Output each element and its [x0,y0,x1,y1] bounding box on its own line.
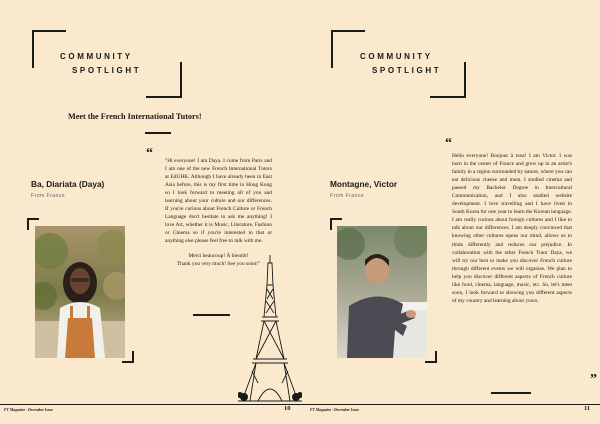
tutor-story-english-line: Thank you very much! See you soon!" [176,260,261,267]
right-page [300,0,600,424]
tutor-story [165,157,272,268]
footer-label: FT Magazine · December Issue [4,408,54,412]
intro-divider [145,132,171,134]
title-frame-top-left [331,30,365,68]
tutor-photo [35,226,125,358]
tutor-origin: From France [31,193,66,199]
tutor-origin: From France [330,193,365,199]
tutor-name: Montagne, Victor [330,179,398,189]
close-quote-icon: ” [590,372,597,387]
tutor-name: Ba, Diariata (Daya) [31,179,105,189]
footer-rule [300,404,600,405]
footer-label: FT Magazine · December Issue [310,408,360,412]
section-title-line1: COMMUNITY [360,52,433,61]
tutor-photo [337,226,427,358]
open-quote-icon: “ [146,146,153,161]
tutor-portrait-image [337,226,427,358]
tutor-story-french-line: Merci beaucoup! À bientôt! [188,252,249,259]
page-number: 11 [584,405,591,412]
title-frame-bottom-right [146,62,182,98]
intro-heading: Meet the French International Tutors! [68,112,202,121]
section-title-line1: COMMUNITY [60,52,133,61]
tutor-story-paragraph: "Hi everyone! I am Daya. I come from Paris and I am one of the new French International Tutors at EdUHK. Although I have already been in East Asia before, this is my first time in Hong Kong so I look forward to meeting all of you and learning about your culture and our differences. If you're curious about French Culture or French Language don't hesitate to ask me anything! I love Art, whether it is Music, Literature, Fashion or Cinema so if you're interested in that or anything else please feel free to talk with me. [165,158,272,245]
section-title-line2: SPOTLIGHT [72,66,142,75]
tutor-story-paragraph: Hello everyone! Bonjour à tous! I am Victor. I was born in the center of France and grew up in an artist's family in a region surrounded by nature, where you can eat delicious cheese and meat. I studied cinema and passed my Bachelor Degree in Intercultural Communication, and I also studied website development. I love travelling and I have lived in South Korea for one year to learn the Korean language. I am really curious about foreign cultures and I like to talk about our differences. I am deeply convinced that knowing other cultures opens our mind, allows us to think differently and reduces our prejudice. In collaboration with the other French Tutor Daya, we will try our best to make you discover French culture through different events we will organise. We plan to help you discover different aspects of French culture like food, cinema, language, music, etc. So, let's meet soon, I look forward to showing you different aspects of my country and learning about yours. [452,153,572,304]
open-quote-icon: “ [445,136,452,151]
story-divider [491,392,531,394]
section-title-line2: SPOTLIGHT [372,66,442,75]
tutor-portrait-image [35,226,125,358]
page-number: 10 [284,405,291,412]
title-frame-top-left [32,30,66,68]
tutor-story [452,152,572,305]
eiffel-tower-icon [238,255,302,405]
story-divider [193,314,230,316]
